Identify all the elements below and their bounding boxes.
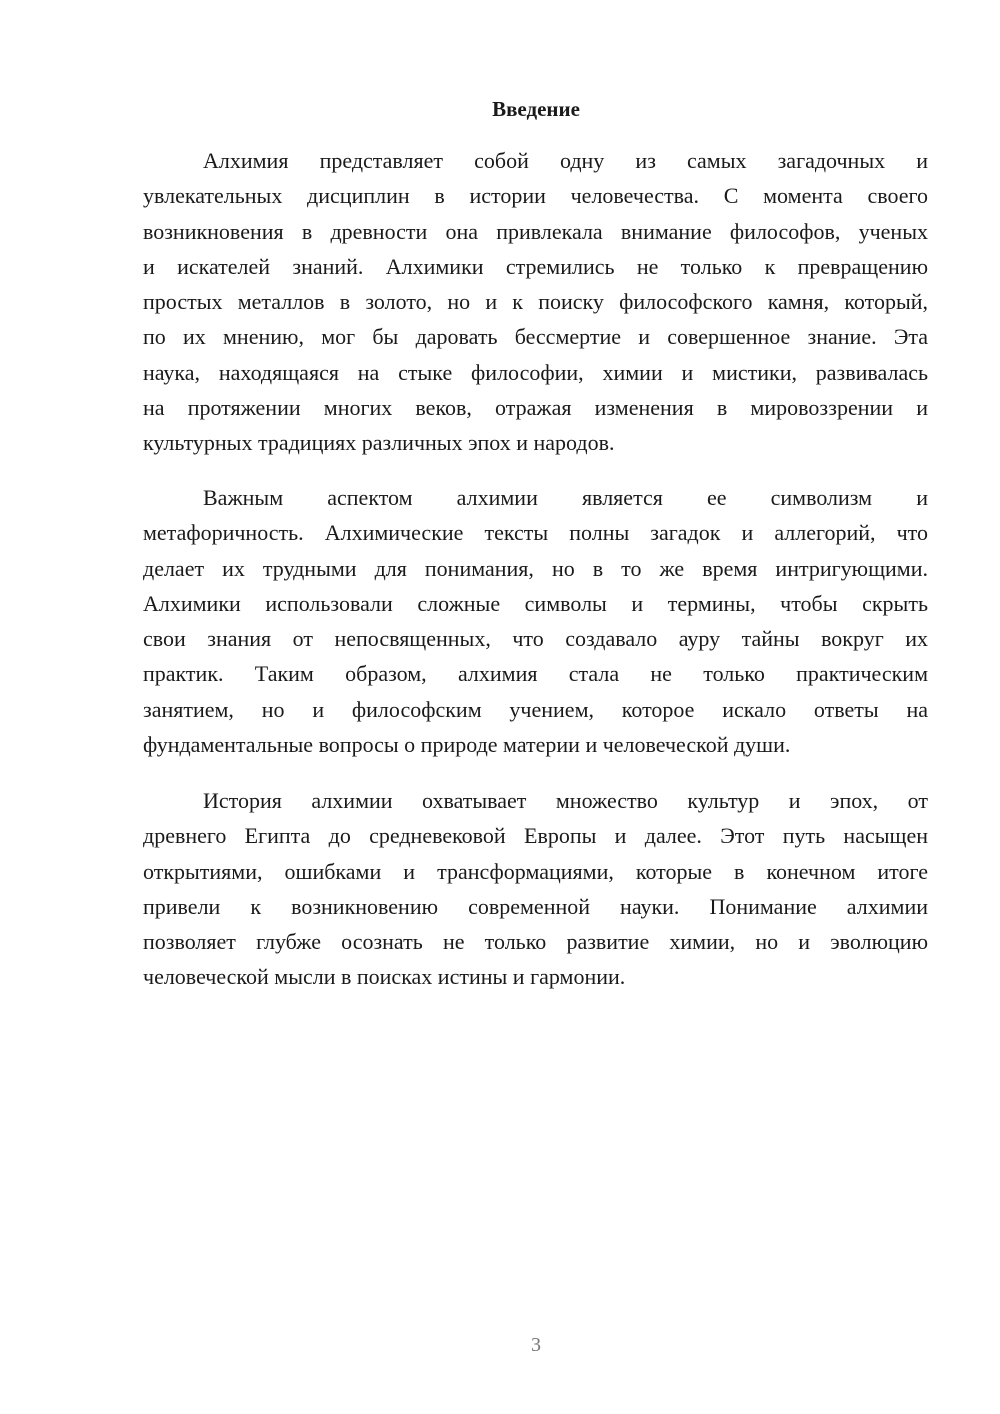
text-line: практик. Таким образом, алхимия стала не только практическим (143, 661, 928, 687)
text-line: метафоричность. Алхимические тексты полны загадок и аллегорий, что (143, 520, 928, 546)
text-line: увлекательных дисциплин в истории человечества. С момента своего (143, 183, 928, 209)
text-line: культурных традициях различных эпох и народов. (143, 430, 615, 456)
text-line: человеческой мысли в поисках истины и гармонии. (143, 964, 626, 990)
page-number: 3 (531, 1334, 541, 1356)
text-line: по их мнению, мог бы даровать бессмертие и совершенное знание. Эта (143, 324, 928, 350)
text-line: простых металлов в золото, но и к поиску философского камня, который, (143, 289, 928, 315)
text-line: наука, находящаяся на стыке философии, химии и мистики, развивалась (143, 359, 928, 385)
paragraph (143, 143, 928, 461)
text-line: занятием, но и философским учением, которое искало ответы на (143, 696, 928, 722)
text-line: древнего Египта до средневековой Европы и далее. Этот путь насыщен (143, 823, 928, 849)
text-line: на протяжении многих веков, отражая изменения в мировоззрении и (143, 395, 928, 421)
text-line: позволяет глубже осознать не только развитие химии, но и эволюцию (143, 929, 928, 955)
text-line: привели к возникновению современной науки. Понимание алхимии (143, 893, 928, 919)
text-line: открытиями, ошибками и трансформациями, которые в конечном итоге (143, 858, 928, 884)
text-line: Важным аспектом алхимии является ее символизм и (203, 485, 928, 510)
text-line: История алхимии охватывает множество культур и эпох, от (203, 788, 928, 813)
text-line: фундаментальные вопросы о природе материи и человеческой души. (143, 732, 791, 758)
paragraph (143, 783, 928, 995)
text-line: возникновения в древности она привлекала внимание философов, ученых (143, 218, 928, 244)
page-title: Введение (492, 97, 580, 121)
text-line: делает их трудными для понимания, но в то же время интригующими. (143, 555, 928, 581)
text-line: Алхимики использовали сложные символы и термины, чтобы скрыть (143, 590, 928, 616)
paragraph (143, 480, 928, 762)
text-line: свои знания от непосвященных, что создавало ауру тайны вокруг их (143, 626, 928, 652)
text-line: Алхимия представляет собой одну из самых загадочных и (203, 148, 928, 173)
text-line: и искателей знаний. Алхимики стремились не только к превращению (143, 253, 928, 279)
